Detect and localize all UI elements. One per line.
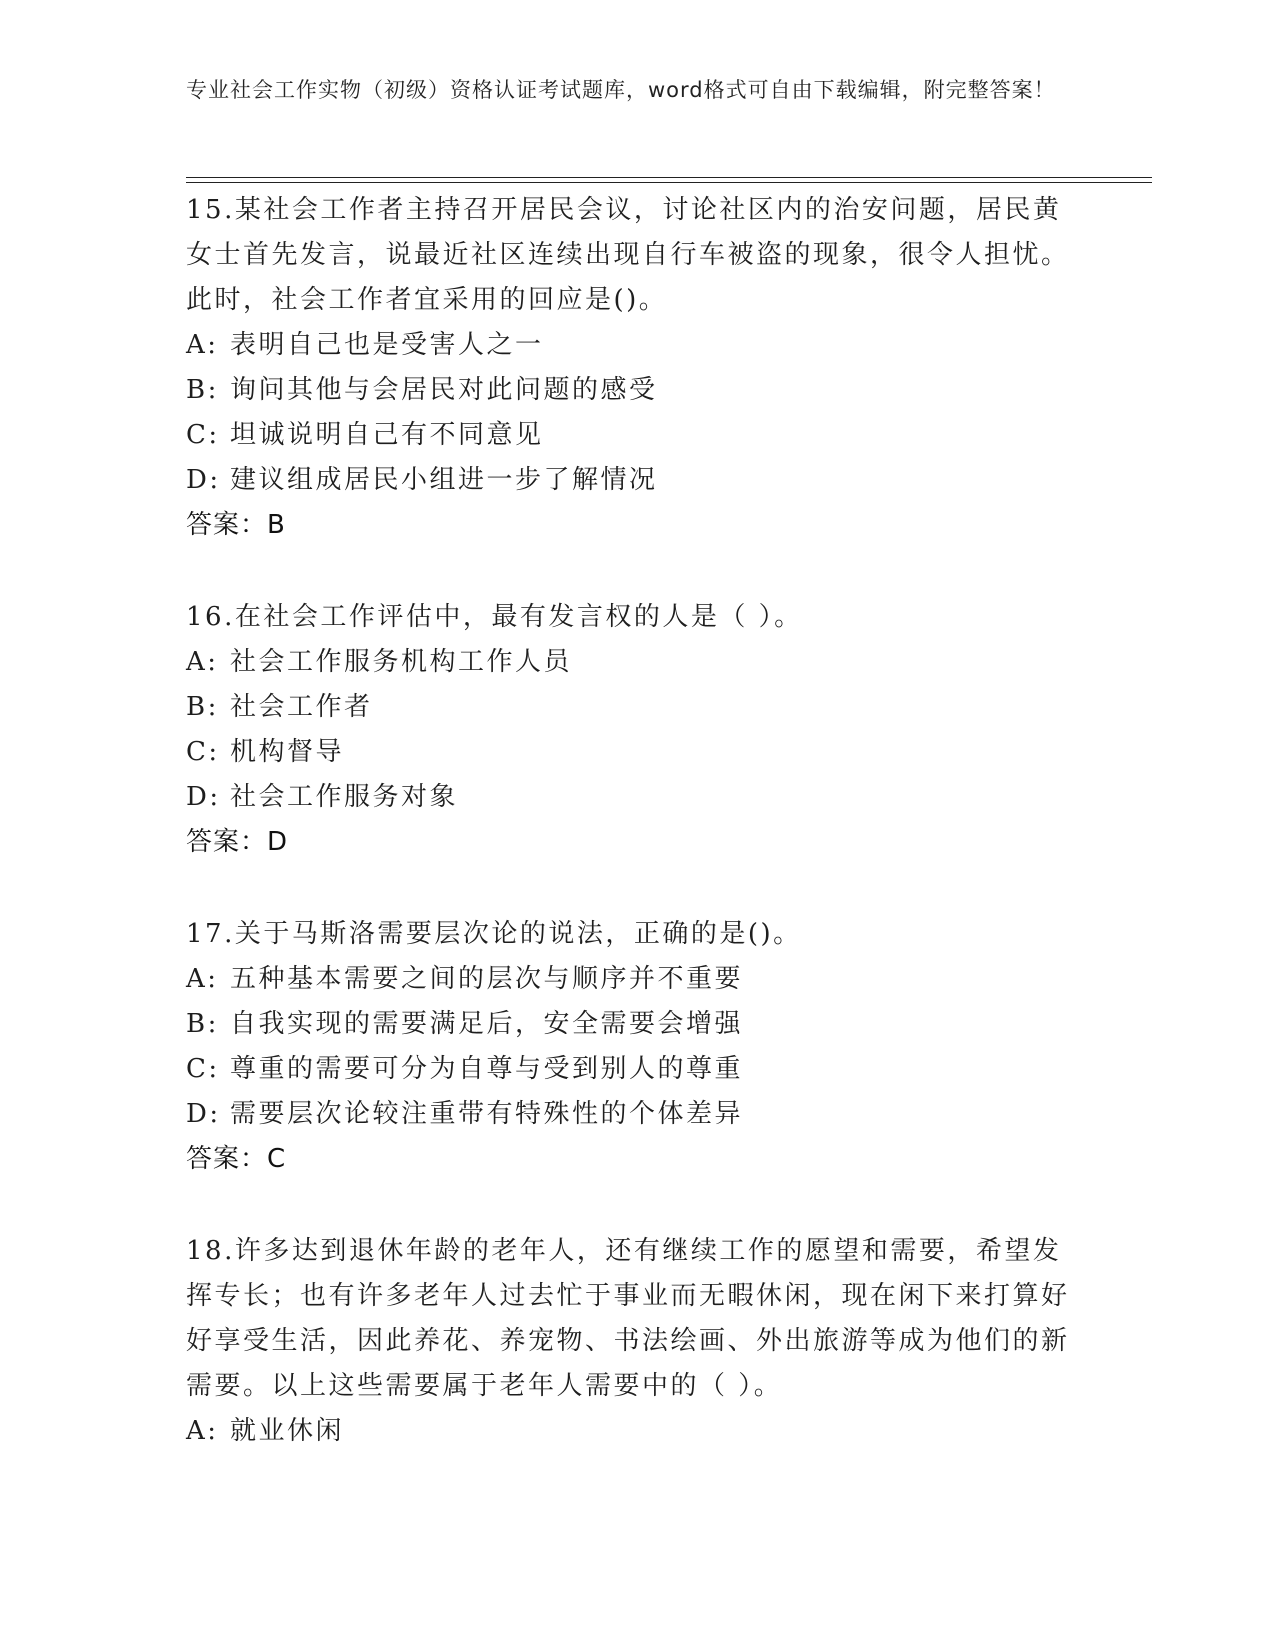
header-text: 专业社会工作实物（初级）资格认证考试题库，word格式可自由下载编辑，附完整答案！	[186, 78, 1056, 102]
question-text: 16.在社会工作评估中，最有发言权的人是（ ）。	[186, 602, 803, 632]
question-list	[186, 188, 1086, 1501]
option-b	[186, 368, 1086, 413]
document-header	[186, 74, 1066, 106]
option-text: 自我实现的需要满足后，安全需要会增强	[230, 1009, 744, 1039]
option-a	[186, 957, 1086, 1002]
option-b	[186, 1002, 1086, 1047]
option-key: A:	[186, 964, 219, 994]
option-key: C:	[186, 1054, 220, 1084]
option-key: C:	[186, 737, 220, 767]
option-b	[186, 685, 1086, 730]
header-divider-bottom	[186, 182, 1152, 183]
option-key: B:	[186, 375, 219, 405]
header-divider-top	[186, 177, 1152, 178]
option-text: 坦诚说明自己有不同意见	[230, 420, 544, 450]
question-18	[186, 1229, 1086, 1454]
answer-line: 答案：C	[186, 1144, 287, 1174]
option-text: 建议组成居民小组进一步了解情况	[230, 465, 658, 495]
option-key: A:	[186, 647, 219, 677]
question-15	[186, 188, 1086, 548]
question-16	[186, 595, 1086, 865]
option-key: C:	[186, 420, 220, 450]
question-17	[186, 912, 1086, 1182]
option-key: B:	[186, 1009, 219, 1039]
option-text: 社会工作服务机构工作人员	[230, 647, 573, 677]
option-text: 五种基本需要之间的层次与顺序并不重要	[230, 964, 744, 994]
option-text: 机构督导	[230, 737, 345, 767]
option-key: A:	[186, 1416, 219, 1446]
option-text: 表明自己也是受害人之一	[230, 330, 544, 360]
option-c	[186, 1047, 1086, 1092]
option-text: 需要层次论较注重带有特殊性的个体差异	[230, 1099, 744, 1129]
option-d	[186, 1092, 1086, 1137]
option-text: 尊重的需要可分为自尊与受到别人的尊重	[230, 1054, 744, 1084]
option-key: D:	[186, 782, 221, 812]
option-text: 社会工作服务对象	[230, 782, 459, 812]
option-key: A:	[186, 330, 219, 360]
option-key: B:	[186, 692, 219, 722]
question-text: 18.许多达到退休年龄的老年人，还有继续工作的愿望和需要，希望发挥专长；也有许多老年人过去忙于事业而无暇休闲，现在闲下来打算好好享受生活，因此养花、养宠物、书法绘画、外出旅游等成为他们的新需要。以上这些需要属于老年人需要中的（ ）。	[186, 1236, 1070, 1401]
option-text: 社会工作者	[230, 692, 373, 722]
option-c	[186, 730, 1086, 775]
option-text: 询问其他与会居民对此问题的感受	[230, 375, 658, 405]
question-text: 17.关于马斯洛需要层次论的说法，正确的是()。	[186, 919, 802, 949]
option-a	[186, 640, 1086, 685]
option-a	[186, 323, 1086, 368]
answer-line: 答案：D	[186, 827, 289, 857]
answer-line: 答案：B	[186, 510, 286, 540]
option-key: D:	[186, 465, 221, 495]
question-text: 15.某社会工作者主持召开居民会议，讨论社区内的治安问题，居民黄女士首先发言，说最近社区连续出现自行车被盗的现象，很令人担忧。此时，社会工作者宜采用的回应是()。	[186, 195, 1070, 315]
option-c	[186, 413, 1086, 458]
option-text: 就业休闲	[230, 1416, 345, 1446]
option-key: D:	[186, 1099, 221, 1129]
option-d	[186, 775, 1086, 820]
option-a	[186, 1409, 1086, 1454]
option-d	[186, 458, 1086, 503]
